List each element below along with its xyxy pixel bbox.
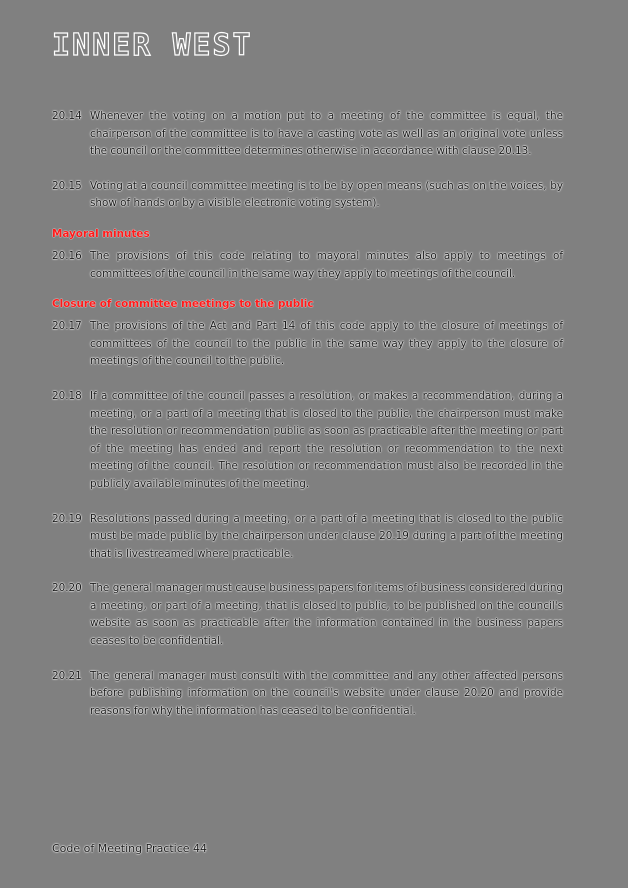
clause-20-17	[52, 318, 563, 371]
clause-number: 20.18	[52, 389, 82, 402]
inner-west-logo: INNER WEST	[52, 28, 253, 63]
clause-text: If a committee of the council passes a resolution, or makes a recommendation, during a meeting, or a part of a meeting that is closed to the public, the chairperson must make the resolution or recommendation public as soon as practicable after the meeting or part of the meeting has ended and report the resolution or recommendation to the next meeting of the council. The resolution or recommendation must also be recorded in the publicly available minutes of the meeting.	[90, 389, 563, 490]
clause-text: The general manager must cause business papers for items of business considered during a meeting, or part of a meeting, that is closed to public, to be published on the council's website as soon as practicable after the information contained in the business papers ceases to be confidential.	[90, 582, 563, 648]
clause-text: Voting at a council committee meeting is to be by open means (such as on the voices, by show of hands or by a visible electronic voting system).	[90, 179, 563, 210]
clause-text: The provisions of the Act and Part 14 of this code apply to the closure of meetings of committees of the council to the public in the same way they apply to the closure of meetings of the council to the public.	[90, 320, 563, 368]
clause-20-20	[52, 580, 563, 650]
clause-text: The provisions of this code relating to mayoral minutes also apply to meetings of committees of the council in the same way they apply to meetings of the council.	[90, 249, 563, 280]
clause-number: 20.17	[52, 320, 82, 333]
clause-text: Resolutions passed during a meeting, or a part of a meeting that is closed to the public must be made public by the chairperson under clause 20.19 during a part of the meeting that is livestreamed where practicable.	[90, 512, 563, 560]
section-heading-closure: Closure of committee meetings to the public	[52, 298, 314, 311]
page-footer: Code of Meeting Practice 44	[52, 842, 208, 855]
clause-number: 20.14	[52, 110, 82, 122]
clause-number: 20.20	[52, 582, 82, 595]
clause-20-14	[52, 108, 563, 161]
clause-text: Whenever the voting on a motion put to a meeting of the committee is equal, the chairperson of the committee is to have a casting vote as well as an original vote unless the council or the committee determines otherwise in accordance with clause 20.13.	[90, 110, 563, 158]
clause-20-21	[52, 668, 563, 721]
document-body	[52, 108, 563, 737]
clause-number: 20.16	[52, 249, 82, 262]
clause-number: 20.15	[52, 179, 82, 192]
clause-text: The general manager must consult with the committee and any other affected persons before publishing information on the council's website under clause 20.20 and provide reasons for why the information has ceased to be confidential.	[90, 669, 563, 717]
clause-number: 20.19	[52, 512, 82, 525]
clause-20-16	[52, 248, 563, 283]
clause-number: 20.21	[52, 669, 82, 682]
clause-20-19	[52, 511, 563, 564]
clause-20-18	[52, 388, 563, 494]
section-heading-mayoral-minutes: Mayoral minutes	[52, 227, 150, 240]
clause-20-15	[52, 178, 563, 213]
